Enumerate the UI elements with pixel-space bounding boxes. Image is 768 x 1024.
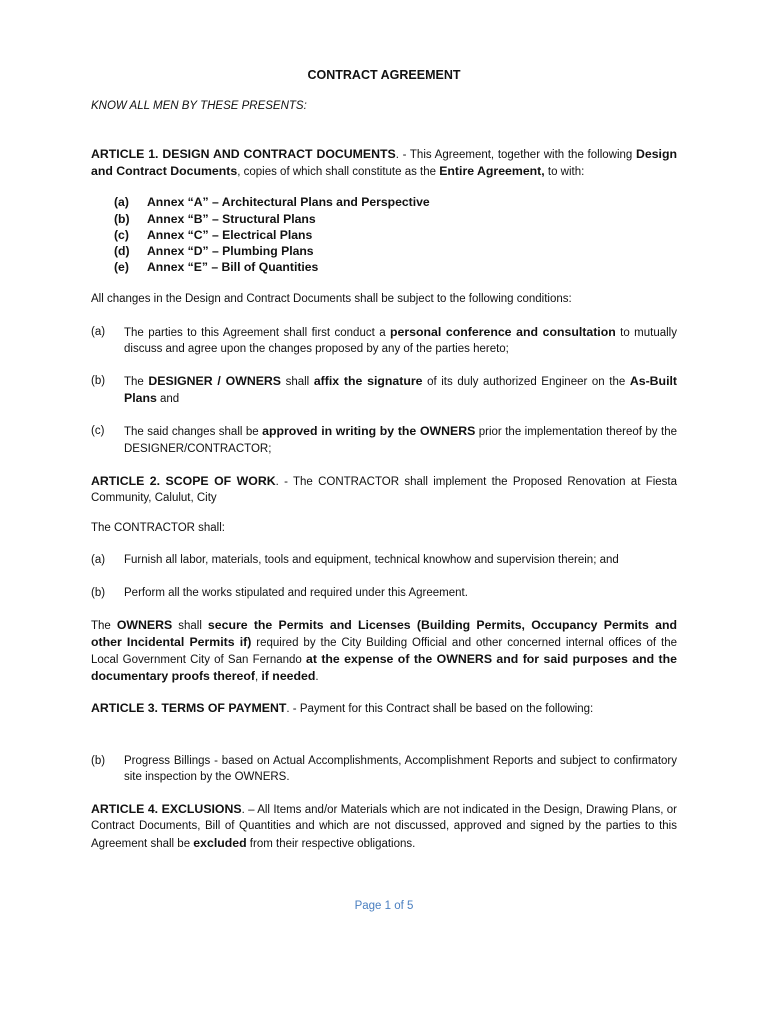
- intro-line: KNOW ALL MEN BY THESE PRESENTS:: [91, 100, 307, 112]
- article-1-paragraph: [91, 146, 677, 180]
- annex-text: Annex “E” – Bill of Quantities: [147, 260, 319, 275]
- document-title: CONTRACT AGREEMENT: [307, 68, 461, 82]
- annex-label: (e): [114, 260, 129, 275]
- article-4-paragraph: ARTICLE 4. EXCLUSIONS. – All Items and/or Materials which are not indicated in the Design, Drawing Plans, or Contract Documents, Bill of Quantities and which are not discussed, approved and signed by the parties to this Agreement shall be excluded from their respective obligations.: [91, 802, 677, 850]
- annex-item: [114, 243, 677, 259]
- annex-text: Annex “C” – Electrical Plans: [147, 227, 313, 242]
- condition-label: (b): [91, 375, 106, 388]
- annex-label: (d): [114, 244, 130, 259]
- annex-text: Annex “A” – Architectural Plans and Perspective: [147, 195, 430, 210]
- changes-intro: All changes in the Design and Contract Documents shall be subject to the following conditions:: [91, 293, 572, 306]
- article-3-paragraph: [91, 700, 677, 717]
- payment-text: Progress Billings - based on Actual Accomplishments, Accomplishment Reports and subject to confirmatory site inspection by the OWNERS.: [124, 754, 677, 784]
- annex-label: (b): [114, 211, 130, 226]
- contractor-shall: The CONTRACTOR shall:: [91, 522, 225, 535]
- scope-text: Furnish all labor, materials, tools and equipment, technical knowhow and supervision therein; and: [124, 554, 619, 567]
- article-1-bold: Entire Agreement,: [439, 164, 545, 179]
- scope-text: Perform all the works stipulated and required under this Agreement.: [124, 586, 468, 599]
- article-1-text: , copies of which shall constitute as the: [237, 166, 440, 179]
- annex-text: Annex “D” – Plumbing Plans: [147, 244, 314, 259]
- annex-item: [114, 259, 677, 275]
- article-4-heading: ARTICLE 4. EXCLUSIONS: [91, 802, 242, 817]
- page-number: Page 1 of 5: [354, 900, 414, 912]
- annex-item: [114, 194, 677, 210]
- scope-item: [91, 585, 677, 601]
- article-2-text: . - The CONTRACTOR shall implement the Proposed Renovation at Fiesta Community, Calulut, City: [91, 475, 678, 505]
- annex-label: (a): [114, 195, 129, 210]
- annex-item: [114, 211, 677, 227]
- article-1-heading: ARTICLE 1. DESIGN AND CONTRACT DOCUMENTS: [91, 147, 396, 161]
- scope-label: (b): [91, 586, 106, 599]
- condition-item: [91, 373, 677, 407]
- article-3-text: . - Payment for this Contract shall be based on the following:: [286, 702, 594, 715]
- condition-item: [91, 423, 677, 456]
- scope-item: [91, 552, 677, 568]
- condition-text: The said changes shall be approved in writing by the OWNERS prior the implementation thereof by the DESIGNER/CONTRACTOR;: [124, 424, 677, 455]
- article-2-heading: ARTICLE 2. SCOPE OF WORK: [91, 473, 276, 488]
- blank-space: [91, 731, 677, 753]
- condition-label: (a): [91, 325, 106, 338]
- scope-label: (a): [91, 554, 106, 567]
- payment-item: [91, 753, 677, 785]
- owners-paragraph: The OWNERS shall secure the Permits and Licenses (Building Permits, Occupancy Permits and other Incidental Permits if) required by the City Building Official and other concerned internal offices of the Local Government City of San Fernando at the expense of the OWNERS and for said purposes and the documentary proofs thereof, if needed.: [91, 617, 677, 684]
- condition-text: The DESIGNER / OWNERS shall affix the signature of its duly authorized Engineer on the As-Built Plans and: [124, 374, 677, 406]
- article-3-heading: ARTICLE 3. TERMS OF PAYMENT: [91, 700, 287, 715]
- article-1-text: . - This Agreement, together with the following: [395, 149, 636, 161]
- article-1-text: to with:: [544, 166, 585, 179]
- condition-label: (c): [91, 425, 105, 438]
- condition-text: The parties to this Agreement shall first conduct a personal conference and consultation to mutually discuss and agree upon the changes proposed by any of the parties hereto;: [124, 324, 677, 355]
- annex-label: (c): [114, 227, 129, 242]
- article-1-bold: Design and Contract Documents: [91, 147, 677, 179]
- payment-label: (b): [91, 754, 106, 767]
- condition-item: [91, 324, 677, 357]
- annex-text: Annex “B” – Structural Plans: [147, 211, 316, 226]
- annex-list: [114, 194, 677, 275]
- annex-item: [114, 227, 677, 243]
- article-2-paragraph: [91, 473, 677, 506]
